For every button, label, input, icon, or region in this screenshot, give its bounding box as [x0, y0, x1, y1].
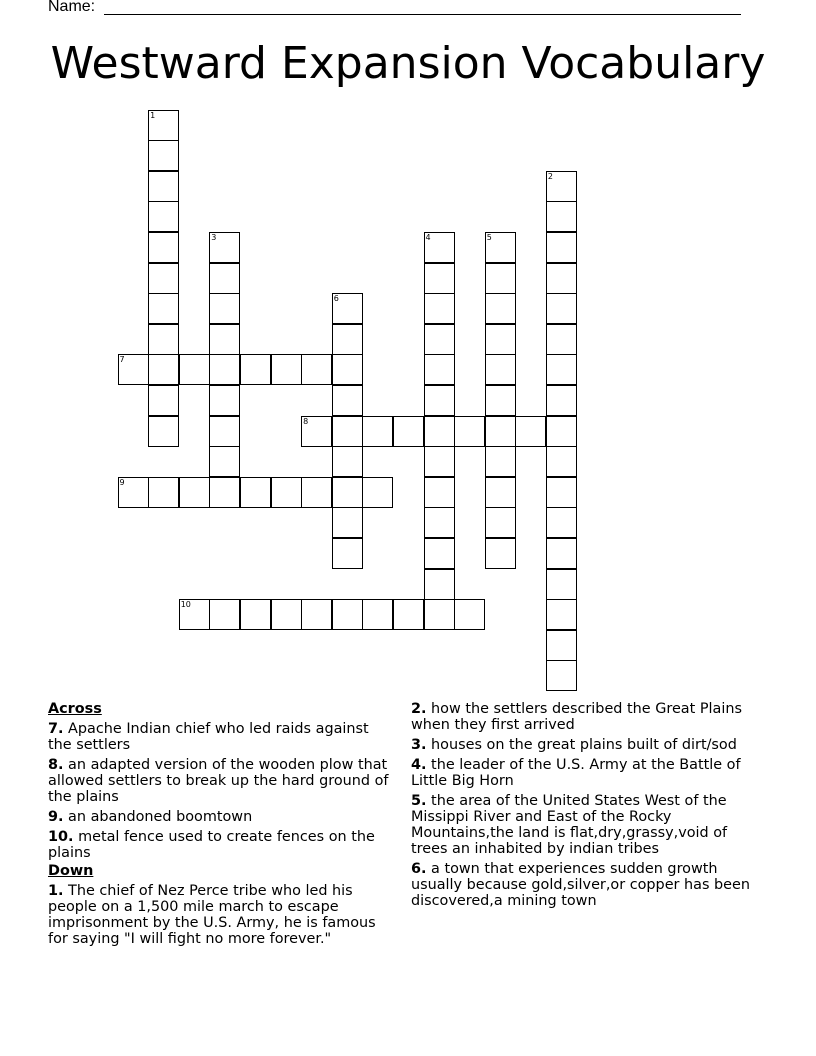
across-heading: Across: [48, 701, 102, 717]
clue-across-10: [48, 829, 393, 861]
crossword-cell[interactable]: [301, 477, 332, 508]
crossword-cell[interactable]: [148, 324, 179, 355]
crossword-cell[interactable]: [424, 446, 455, 477]
crossword-cell[interactable]: [546, 599, 577, 630]
crossword-cell[interactable]: [148, 263, 179, 294]
crossword-cell[interactable]: [148, 477, 179, 508]
crossword-cell[interactable]: [332, 538, 363, 569]
clue-text: how the settlers described the Great Plains when they first arrived: [411, 701, 742, 733]
crossword-cell[interactable]: [424, 477, 455, 508]
crossword-cell[interactable]: [148, 232, 179, 263]
crossword-cell[interactable]: [332, 477, 363, 508]
crossword-cell[interactable]: [485, 263, 516, 294]
crossword-cell[interactable]: [546, 660, 577, 691]
clue-number: 1.: [48, 883, 64, 899]
down-heading: Down: [48, 863, 94, 879]
crossword-cell[interactable]: [240, 354, 271, 385]
clue-text: The chief of Nez Perce tribe who led his people on a 1,500 mile march to escape imprisonment by the U.S. Army, he is famous for saying "I will fight no more forever.": [48, 883, 376, 947]
clue-number: 6.: [411, 861, 427, 877]
cell-number: 4: [425, 232, 431, 242]
cell-number: 9: [119, 477, 125, 487]
crossword-cell[interactable]: [332, 416, 363, 447]
crossword-cell[interactable]: [209, 263, 240, 294]
crossword-cell[interactable]: [485, 354, 516, 385]
cell-number: 10: [180, 600, 191, 610]
crossword-cell[interactable]: [424, 569, 455, 600]
crossword-cell[interactable]: [485, 446, 516, 477]
crossword-cell[interactable]: [179, 599, 210, 630]
clue-text: an adapted version of the wooden plow that allowed settlers to break up the hard ground of the plains: [48, 757, 389, 805]
crossword-cell[interactable]: [546, 416, 577, 447]
crossword-cell[interactable]: [118, 477, 149, 508]
clue-text: an abandoned boomtown: [63, 809, 253, 825]
clue-text: a town that experiences sudden growth usually because gold,silver,or copper has been discovered,a mining town: [411, 861, 751, 909]
crossword-cell[interactable]: [485, 232, 516, 263]
clue-number: 2.: [411, 701, 427, 717]
clue-text: the area of the United States West of the Missippi River and East of the Rocky Mountains,the land is flat,dry,grassy,void of trees an inhabited by indian tribes: [411, 793, 728, 857]
crossword-cell[interactable]: [546, 263, 577, 294]
crossword-cell[interactable]: [546, 569, 577, 600]
clue-down-2: [411, 701, 768, 733]
crossword-cell[interactable]: [209, 293, 240, 324]
crossword-cell[interactable]: [546, 293, 577, 324]
clues-right-column: [411, 701, 768, 913]
crossword-cell[interactable]: [485, 538, 516, 569]
crossword-cell[interactable]: [179, 477, 210, 508]
name-write-line[interactable]: [104, 14, 741, 15]
crossword-cell[interactable]: [546, 201, 577, 232]
crossword-cell[interactable]: [424, 538, 455, 569]
crossword-cell[interactable]: [209, 599, 240, 630]
cell-number: 2: [547, 171, 553, 181]
crossword-cell[interactable]: [485, 477, 516, 508]
crossword-cell[interactable]: [271, 354, 302, 385]
crossword-cell[interactable]: [424, 599, 455, 630]
clue-across-8: [48, 757, 393, 805]
cell-number: 7: [119, 355, 125, 365]
crossword-cell[interactable]: [424, 263, 455, 294]
clue-down-3: [411, 737, 768, 753]
clue-down-5: [411, 793, 768, 857]
crossword-cell[interactable]: [240, 477, 271, 508]
crossword-cell[interactable]: [424, 232, 455, 263]
crossword-cell[interactable]: [424, 354, 455, 385]
clue-across-9: [48, 809, 393, 825]
crossword-cell[interactable]: [362, 416, 393, 447]
crossword-cell[interactable]: [148, 140, 179, 171]
cell-number: 5: [486, 232, 492, 242]
crossword-cell[interactable]: [332, 599, 363, 630]
crossword-cell[interactable]: [546, 446, 577, 477]
crossword-cell[interactable]: [271, 477, 302, 508]
crossword-cell[interactable]: [424, 293, 455, 324]
crossword-cell[interactable]: [271, 599, 302, 630]
crossword-cell[interactable]: [546, 477, 577, 508]
clue-down-1: [48, 883, 393, 947]
crossword-cell[interactable]: [546, 171, 577, 202]
crossword-cell[interactable]: [118, 354, 149, 385]
crossword-cell[interactable]: [424, 324, 455, 355]
crossword-cell[interactable]: [332, 446, 363, 477]
clue-number: 7.: [48, 721, 64, 737]
clue-down-4: [411, 757, 768, 789]
crossword-cell[interactable]: [515, 416, 546, 447]
crossword-cell[interactable]: [240, 599, 271, 630]
crossword-cell[interactable]: [424, 385, 455, 416]
clue-across-7: [48, 721, 393, 753]
crossword-cell[interactable]: [148, 201, 179, 232]
clue-text: Apache Indian chief who led raids against the settlers: [48, 721, 369, 753]
crossword-cell[interactable]: [546, 354, 577, 385]
crossword-cell[interactable]: [148, 354, 179, 385]
crossword-cell[interactable]: [148, 416, 179, 447]
clue-number: 8.: [48, 757, 64, 773]
clue-number: 9.: [48, 809, 64, 825]
name-label: Name:: [48, 0, 96, 15]
crossword-cell[interactable]: [148, 110, 179, 141]
crossword-cell[interactable]: [209, 385, 240, 416]
crossword-cell[interactable]: [209, 446, 240, 477]
page-title: Westward Expansion Vocabulary: [50, 38, 766, 89]
crossword-cell[interactable]: [209, 324, 240, 355]
clue-text: houses on the great plains built of dirt/sod: [426, 737, 737, 753]
crossword-cell[interactable]: [148, 385, 179, 416]
crossword-cell[interactable]: [393, 599, 424, 630]
crossword-cell[interactable]: [485, 293, 516, 324]
crossword-cell[interactable]: [546, 385, 577, 416]
crossword-cell[interactable]: [485, 416, 516, 447]
crossword-cell[interactable]: [332, 354, 363, 385]
crossword-cell[interactable]: [546, 324, 577, 355]
clue-number: 3.: [411, 737, 427, 753]
crossword-cell[interactable]: [209, 354, 240, 385]
crossword-cell[interactable]: [301, 354, 332, 385]
crossword-cell[interactable]: [546, 232, 577, 263]
crossword-cell[interactable]: [546, 538, 577, 569]
clues-left-column: [48, 701, 393, 951]
crossword-cell[interactable]: [485, 507, 516, 538]
crossword-cell[interactable]: [301, 416, 332, 447]
crossword-cell[interactable]: [362, 477, 393, 508]
crossword-cell[interactable]: [332, 293, 363, 324]
crossword-cell[interactable]: [546, 507, 577, 538]
crossword-cell[interactable]: [424, 507, 455, 538]
crossword-cell[interactable]: [546, 630, 577, 661]
clue-number: 4.: [411, 757, 427, 773]
crossword-cell[interactable]: [148, 171, 179, 202]
cell-number: 8: [303, 416, 309, 426]
crossword-cell[interactable]: [209, 232, 240, 263]
cell-number: 6: [333, 294, 339, 304]
clue-number: 10.: [48, 829, 74, 845]
clue-number: 5.: [411, 793, 427, 809]
clue-text: metal fence used to create fences on the plains: [48, 829, 375, 861]
clue-text: the leader of the U.S. Army at the Battle of Little Big Horn: [411, 757, 741, 789]
crossword-cell[interactable]: [209, 477, 240, 508]
crossword-cell[interactable]: [332, 324, 363, 355]
crossword-cell[interactable]: [332, 385, 363, 416]
crossword-cell[interactable]: [393, 416, 424, 447]
crossword-cell[interactable]: [454, 599, 485, 630]
crossword-cell[interactable]: [332, 507, 363, 538]
crossword-cell[interactable]: [179, 354, 210, 385]
cell-number: 1: [150, 110, 156, 120]
crossword-cell[interactable]: [362, 599, 393, 630]
crossword-cell[interactable]: [301, 599, 332, 630]
crossword-cell[interactable]: [485, 385, 516, 416]
crossword-cell[interactable]: [454, 416, 485, 447]
cell-number: 3: [211, 232, 217, 242]
crossword-cell[interactable]: [209, 416, 240, 447]
crossword-cell[interactable]: [148, 293, 179, 324]
crossword-cell[interactable]: [424, 416, 455, 447]
clue-down-6: [411, 861, 768, 909]
crossword-cell[interactable]: [485, 324, 516, 355]
